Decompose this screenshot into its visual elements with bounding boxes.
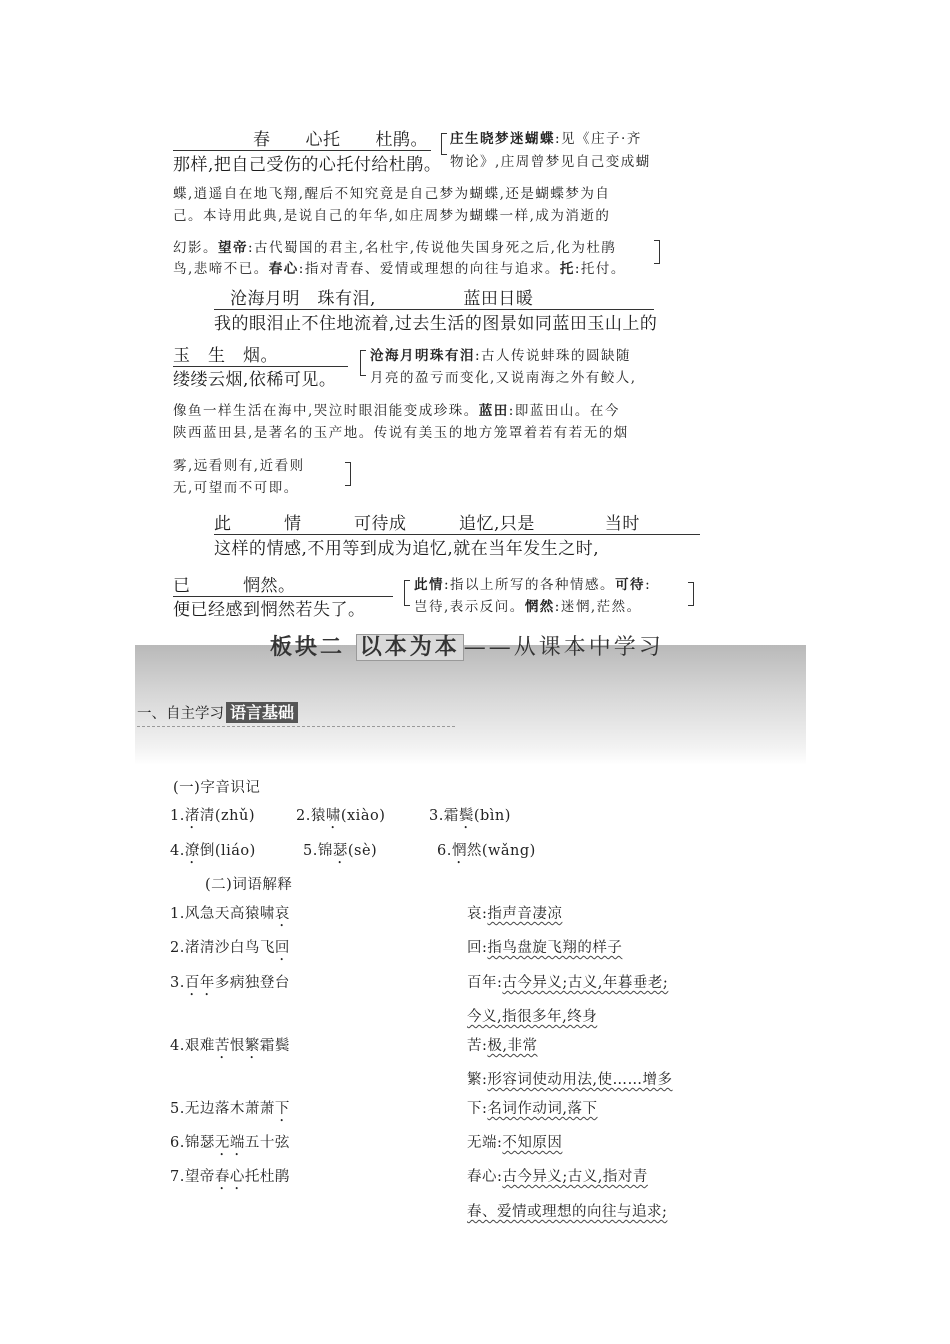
poem-line4-top: 此 情 可待成 追忆,只是 当时	[214, 509, 700, 535]
note2-bracket-left	[360, 350, 366, 376]
note1-line-f: 鸟,悲啼不已。春心:指对青春、爱情或理想的向往与追求。托:托付。	[173, 261, 626, 277]
note2-line-b: 月亮的盈亏而变化,又说南海之外有鲛人,	[370, 370, 637, 386]
vocab-expl-1: 哀:指声音凄凉	[467, 906, 563, 922]
vocab-item-7: 7.望帝春心托杜鹃	[170, 1169, 290, 1185]
note1-line-e: 幻影。望帝:古代蜀国的君主,名杜宇,传说他失国身死之后,化为杜鹃	[173, 240, 617, 256]
poem-line1-bottom: 那样,把自己受伤的心托付给杜鹃。	[173, 155, 442, 175]
poem-line3-top: 玉 生 烟。	[173, 341, 348, 367]
note2-line-d: 陕西蓝田县,是著名的玉产地。传说有美玉的地方笼罩着若有若无的烟	[173, 425, 629, 441]
note1-line-b: 物论》,庄周曾梦见自己变成蝴	[450, 154, 651, 170]
vocab-item-4: 4.艰难苦恨繁霜鬓	[170, 1038, 290, 1054]
note3-bracket-right	[688, 582, 694, 606]
pronunciation-heading: (一)字音识记	[173, 780, 261, 796]
vocab-item-3: 3.百年多病独登台	[170, 975, 290, 991]
section-heading	[137, 700, 298, 723]
vocab-expl-3b: 今义,指很多年,终身	[467, 1009, 598, 1025]
pron-item-1: 1.渚清(zhǔ)	[170, 808, 255, 824]
vocab-heading: (二)词语解释	[205, 877, 293, 893]
poem-line2-bottom: 我的眼泪止不住地流着,过去生活的图景如同蓝田玉山上的	[214, 314, 658, 334]
note1-line-a: 庄生晓梦迷蝴蝶:见《庄子·齐	[450, 131, 642, 147]
banner-subtitle: ——从课本中学习	[463, 635, 664, 660]
vocab-expl-5: 下:名词作动词,落下	[467, 1101, 598, 1117]
poem-line4-bottom: 这样的情感,不用等到成为追忆,就在当年发生之时,	[214, 539, 600, 559]
vocab-expl-4: 苦:极,非常	[467, 1038, 538, 1054]
note3-line-b: 岂待,表示反问。惘然:迷惘,茫然。	[414, 599, 642, 615]
pron-item-5: 5.锦瑟(sè)	[303, 843, 378, 859]
pron-item-4: 4.潦倒(liáo)	[170, 843, 256, 859]
poem-line3-bottom: 缕缕云烟,依稀可见。	[173, 370, 337, 390]
poem-line2-top: 沧海月明 珠有泪, 蓝田日暖	[214, 284, 654, 310]
vocab-expl-4b: 繁:形容词使动用法,使……增多	[467, 1072, 673, 1088]
section-prefix: 一、自主学习	[137, 706, 224, 722]
vocab-expl-7b: 春、爱情或理想的向往与追求;	[467, 1204, 668, 1220]
note2-line-a: 沧海月明珠有泪:古人传说蚌珠的圆缺随	[370, 348, 632, 364]
banner-title	[270, 630, 664, 661]
note3-bracket-left	[404, 580, 410, 606]
vocab-item-5: 5.无边落木萧萧下	[170, 1101, 290, 1117]
pron-item-3: 3.霜鬓(bìn)	[429, 808, 511, 824]
vocab-item-6: 6.锦瑟无端五十弦	[170, 1135, 290, 1151]
note1-line-c: 蝶,逍遥自在地飞翔,醒后不知究竟是自己梦为蝴蝶,还是蝴蝶梦为自	[173, 186, 611, 202]
vocab-expl-7: 春心:古今异义;古义,指对青	[467, 1169, 648, 1185]
vocab-item-1: 1.风急天高猿啸哀	[170, 906, 290, 922]
section-tag: 语言基础	[226, 702, 298, 723]
pron-item-6: 6.惘然(wǎng)	[437, 843, 536, 859]
poem-line5-top: 已 惘然。	[173, 571, 393, 597]
vocab-expl-3: 百年:古今异义;古义,年暮垂老;	[467, 975, 669, 991]
pron-item-2: 2.猿啸(xiào)	[296, 808, 386, 824]
note3-line-a: 此情:指以上所写的各种情感。可待:	[414, 577, 652, 593]
vocab-item-2: 2.渚清沙白鸟飞回	[170, 940, 290, 956]
section-divider	[137, 726, 455, 727]
note2-line-e: 雾,远看则有,近看则	[173, 458, 305, 474]
poem-line5-bottom: 便已经感到惘然若失了。	[173, 600, 366, 620]
banner-block-label: 板块二	[270, 635, 346, 660]
vocab-expl-6: 无端:不知原因	[467, 1135, 563, 1151]
note2-line-c: 像鱼一样生活在海中,哭泣时眼泪能变成珍珠。蓝田:即蓝田山。在今	[173, 403, 620, 419]
note1-bracket-right	[654, 240, 660, 264]
note1-bracket-left	[441, 133, 447, 155]
note2-line-f: 无,可望而不可即。	[173, 480, 299, 496]
vocab-expl-2: 回:指鸟盘旋飞翔的样子	[467, 940, 623, 956]
note2-bracket-right	[345, 462, 351, 486]
poem-line1-top: 春 心托 杜鹃。	[173, 125, 431, 151]
banner-highlight: 以本为本	[356, 634, 464, 661]
note1-line-d: 己。本诗用此典,是说自己的年华,如庄周梦为蝴蝶一样,成为消逝的	[173, 208, 611, 224]
